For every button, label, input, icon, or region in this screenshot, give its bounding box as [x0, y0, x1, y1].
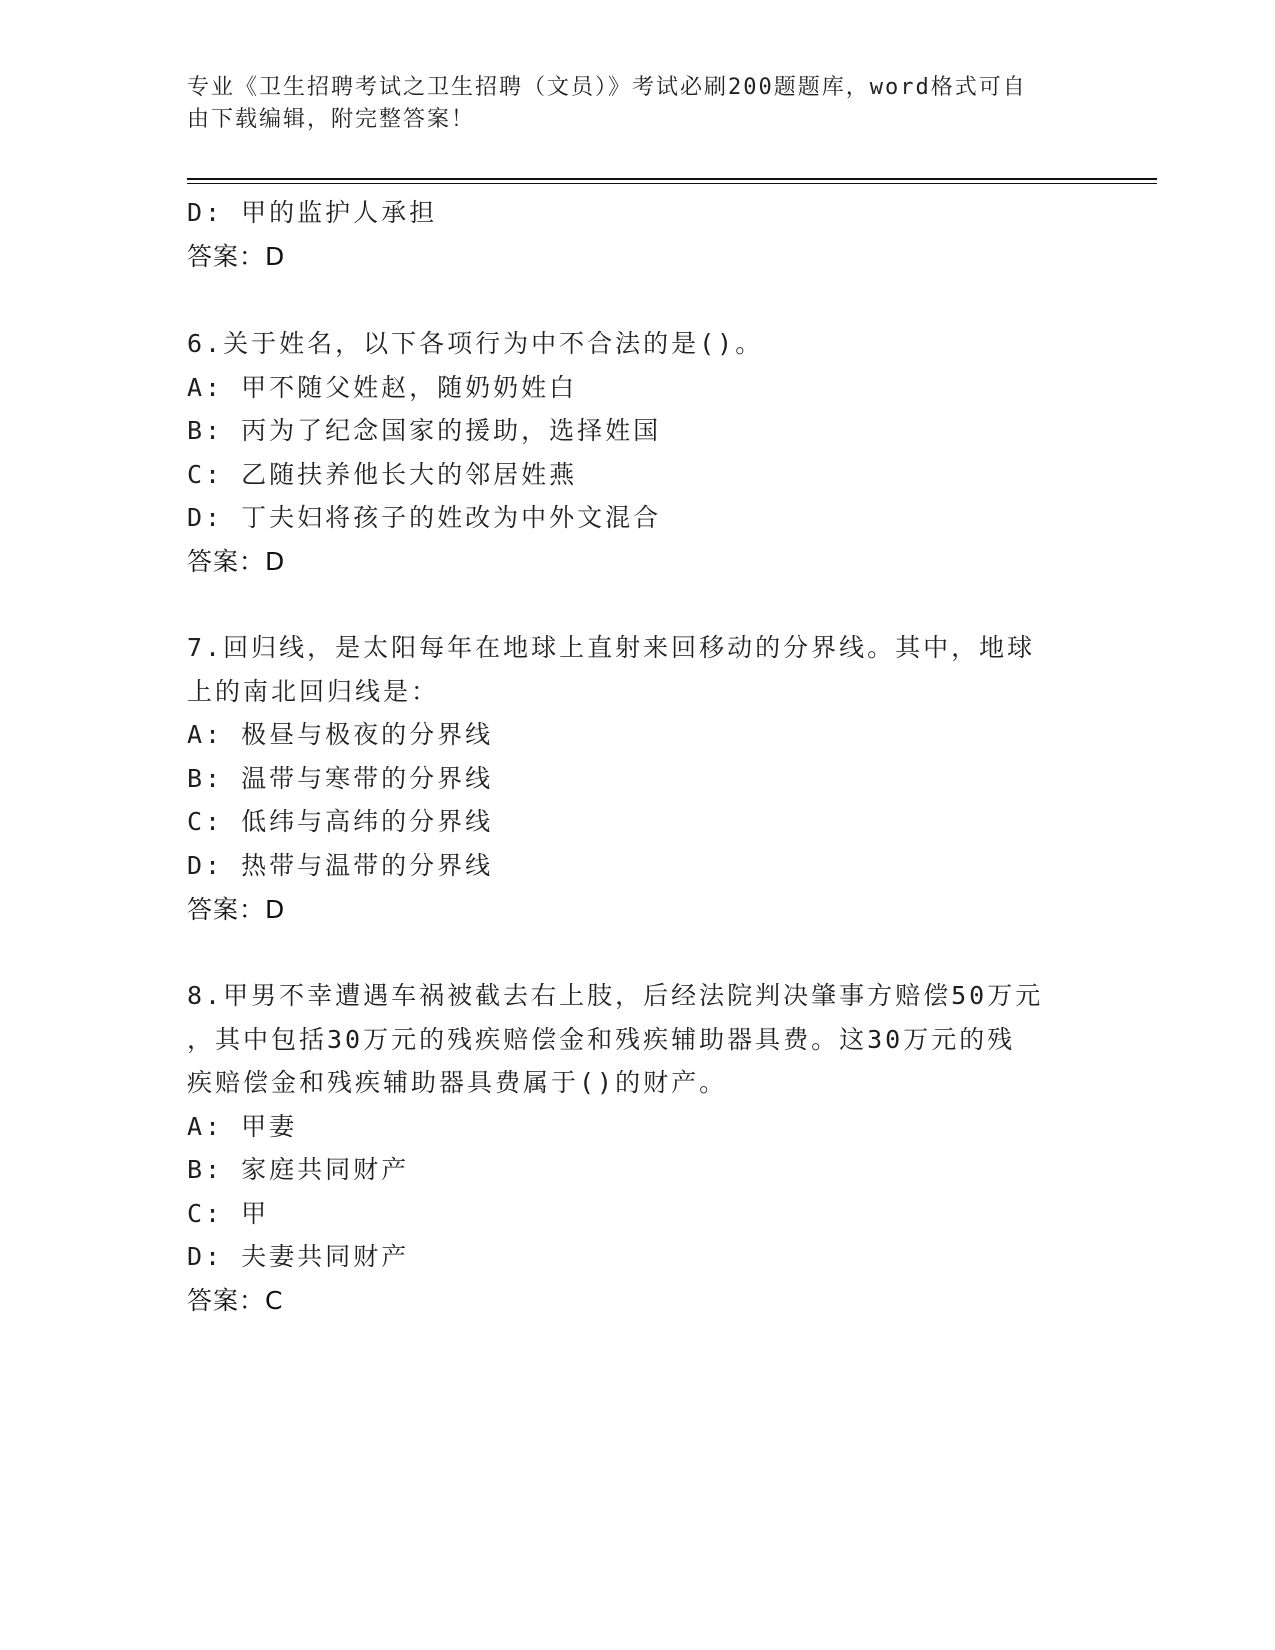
q7-option-c: C: 低纬与高纬的分界线 [187, 807, 494, 836]
q6-option-d: D: 丁夫妇将孩子的姓改为中外文混合 [187, 503, 662, 532]
q8-option-a: A: 甲妻 [187, 1112, 298, 1141]
q6-option-b: B: 丙为了纪念国家的援助，选择姓国 [187, 416, 662, 445]
q8-stem-line-1: 8.甲男不幸遭遇车祸被截去右上肢，后经法院判决肇事方赔偿50万元 [187, 981, 1044, 1010]
header-rule-thin [187, 183, 1157, 184]
q7-option-d: D: 热带与温带的分界线 [187, 851, 494, 880]
q8-stem-line-3: 疾赔偿金和残疾辅助器具费属于()的财产。 [187, 1068, 728, 1097]
header-line-2: 由下载编辑，附完整答案！ [187, 107, 476, 132]
header-rule-thick [187, 178, 1157, 180]
q6-stem: 6.关于姓名，以下各项行为中不合法的是()。 [187, 329, 764, 358]
q7-answer: 答案：D [187, 895, 286, 924]
document-header [187, 72, 1067, 136]
q6-option-c: C: 乙随扶养他长大的邻居姓燕 [187, 460, 578, 489]
q8-stem-line-2: ，其中包括30万元的残疾赔偿金和残疾辅助器具费。这30万元的残 [187, 1025, 1016, 1054]
prev-answer: 答案：D [187, 242, 286, 271]
q7-option-b: B: 温带与寒带的分界线 [187, 764, 494, 793]
q7-stem-line-2: 上的南北回归线是： [187, 677, 440, 706]
header-line-1: 专业《卫生招聘考试之卫生招聘（文员）》考试必刷200题题库，word格式可自 [187, 75, 1027, 100]
q8-option-d: D: 夫妻共同财产 [187, 1242, 410, 1271]
prev-option-d: D: 甲的监护人承担 [187, 198, 438, 227]
q7-stem-line-1: 7.回归线，是太阳每年在地球上直射来回移动的分界线。其中，地球 [187, 633, 1036, 662]
q6-answer: 答案：D [187, 547, 286, 576]
q8-answer: 答案：C [187, 1286, 284, 1315]
q6-option-a: A: 甲不随父姓赵，随奶奶姓白 [187, 373, 578, 402]
q8-option-b: B: 家庭共同财产 [187, 1155, 410, 1184]
q7-option-a: A: 极昼与极夜的分界线 [187, 720, 494, 749]
q8-option-c: C: 甲 [187, 1199, 270, 1228]
